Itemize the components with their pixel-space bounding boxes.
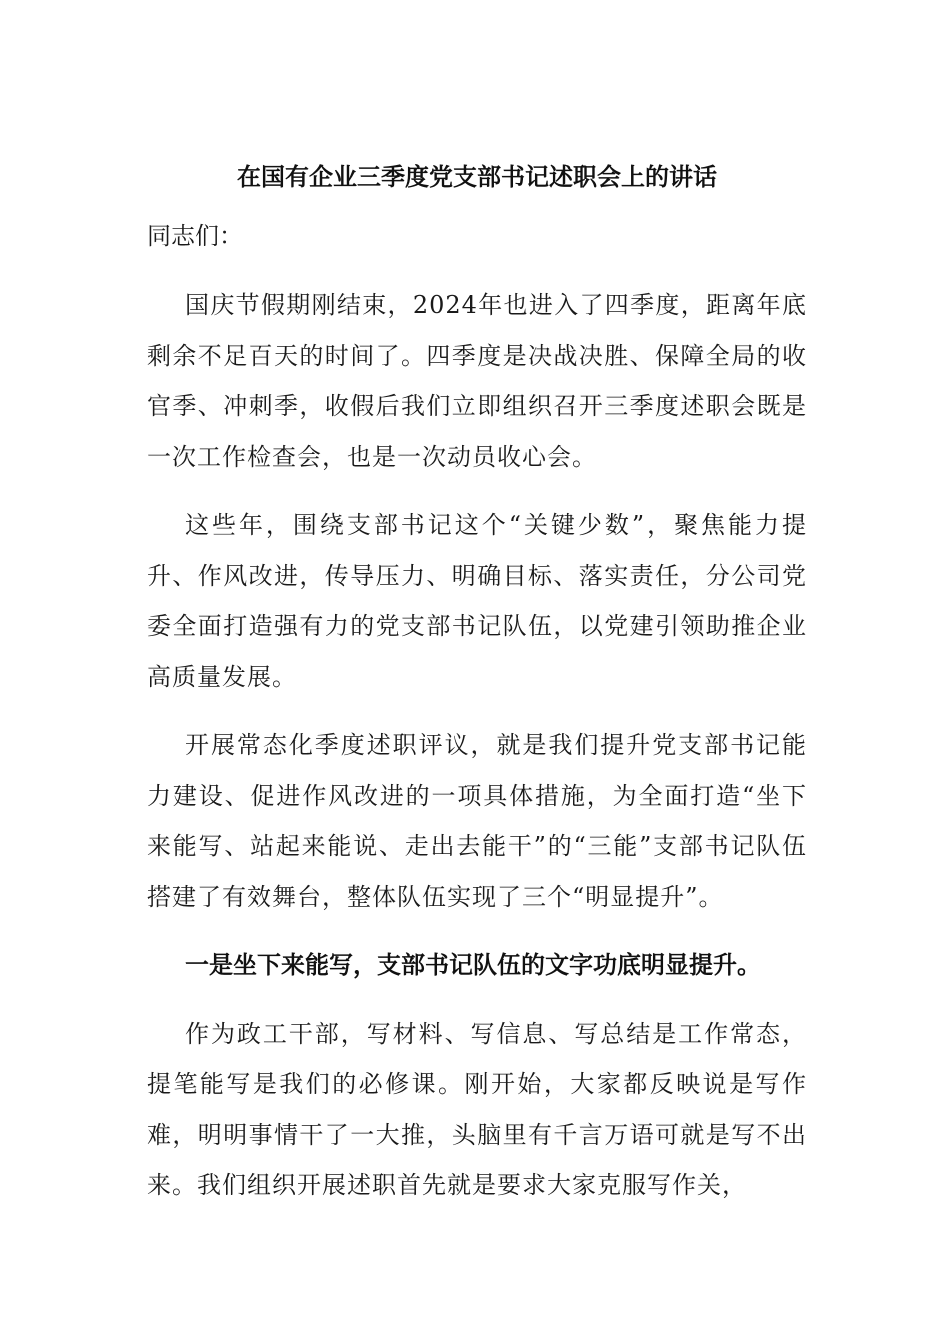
- section-heading: 一是坐下来能写，支部书记队伍的文字功底明显提升。: [185, 951, 761, 979]
- salutation: 同志们：: [147, 222, 243, 250]
- paragraph-3: 开展常态化季度述职评议，就是我们提升党支部书记能力建设、促进作风改进的一项具体措施，为全面打造“坐下来能写、站起来能说、走出去能干”的“三能”支部书记队伍搭建了有效舞台，整体队伍实现了三个“明显提升”。: [147, 731, 807, 911]
- paragraph-1: 国庆节假期刚结束，2024年也进入了四季度，距离年底剩余不足百天的时间了。四季度是决战决胜、保障全局的收官季、冲刺季，收假后我们立即组织召开三季度述职会既是一次工作检查会，也是一次动员收心会。: [147, 291, 807, 471]
- document-body: [147, 150, 807, 1229]
- section-paragraph: 作为政工干部，写材料、写信息、写总结是工作常态，提笔能写是我们的必修课。刚开始，大家都反映说是写作难，明明事情干了一大推，头脑里有千言万语可就是写不出来。我们组织开展述职首先就是要求大家克服写作关，: [147, 1019, 807, 1199]
- paragraph-2: 这些年，围绕支部书记这个“关键少数”，聚焦能力提升、作风改进，传导压力、明确目标、落实责任，分公司党委全面打造强有力的党支部书记队伍，以党建引领助推企业高质量发展。: [147, 511, 807, 691]
- document-title: 在国有企业三季度党支部书记述职会上的讲话: [237, 163, 717, 191]
